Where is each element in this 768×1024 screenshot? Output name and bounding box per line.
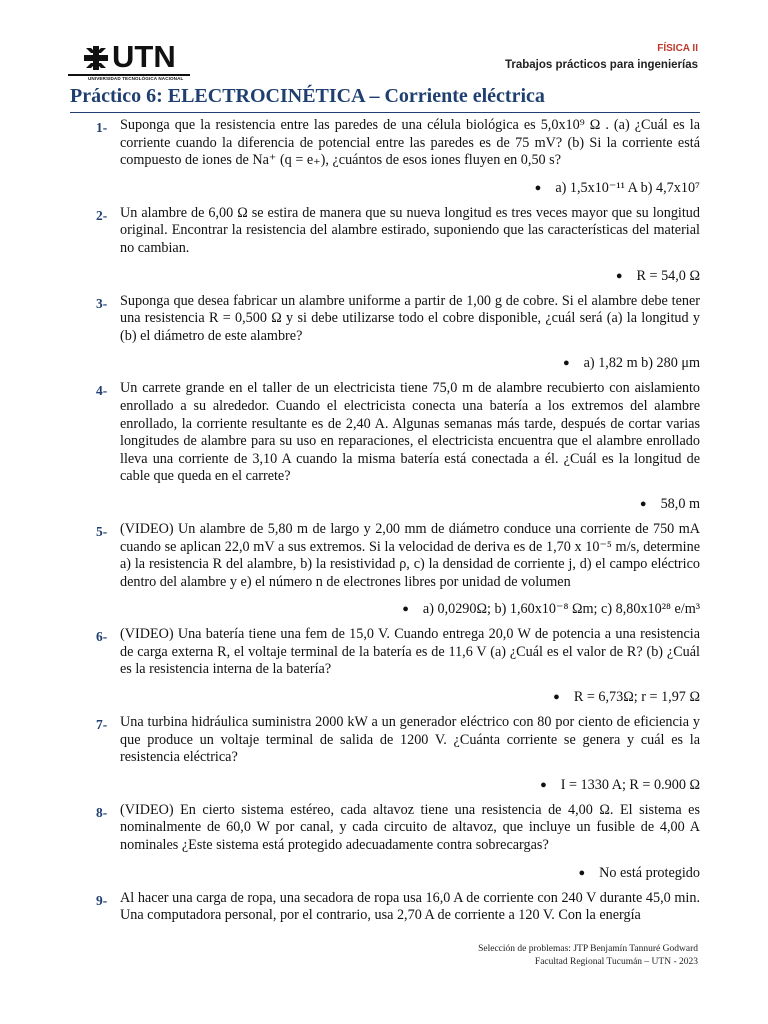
bullet-icon: ● (553, 691, 560, 704)
problem-number: 6- (96, 629, 108, 645)
bullet-icon: ● (615, 269, 623, 282)
utn-emblem-icon (82, 44, 110, 72)
answer-text: a) 0,0290Ω; b) 1,60x10⁻⁸ Ωm; c) 8,80x10²⁸ e/m³ (422, 601, 700, 618)
problem-number: 4- (96, 383, 108, 399)
problem-text: (VIDEO) En cierto sistema estéreo, cada altavoz tiene una resistencia de 4,00 Ω. El sistema es nominalmente de 60,0 W por canal, y cada circuito de altavoz, que incluye un fusible de 4,00 A nominales ¿Este sistema está protegido adecuadamente contra sobrecargas? (120, 801, 700, 854)
bullet-icon: ● (540, 778, 547, 791)
problem-text: Suponga que la resistencia entre las paredes de una célula biológica es 5,0x10⁹ Ω . (a) ¿Cuál es la corriente cuando la diferencia de potencial entre las paredes es de 75 mV? (b) Si la corriente está compuesto de iones de Na⁺ (q = e₊), ¿cuántos de esos iones fluyen en 0,50 s? (120, 117, 700, 169)
problem-text: (VIDEO) Una batería tiene una fem de 15,0 V. Cuando entrega 20,0 W de potencia a una resistencia de carga externa R, el voltaje terminal de la batería es de 11,6 V (a) ¿Cuál es el valor de R? (b) ¿Cuál es la resistencia interna de la batería? (120, 626, 700, 678)
page-footer (478, 943, 698, 969)
problem-answer (70, 600, 700, 618)
answer-text: R = 6,73Ω; r = 1,97 Ω (573, 689, 700, 706)
bullet-icon: ● (534, 181, 542, 194)
problem-number: 1- (96, 120, 108, 135)
problem-number: 7- (96, 717, 108, 733)
problem-item (70, 380, 700, 513)
page-title: Práctico 6: ELECTROCINÉTICA – Corriente eléctrica (70, 85, 700, 113)
bullet-icon: ● (402, 603, 409, 616)
problem-number: 3- (96, 295, 108, 311)
problem-answer (70, 776, 700, 794)
problem-text: Al hacer una carga de ropa, una secadora de ropa usa 16,0 A de corriente con 240 V durante 45,0 min. Una computadora personal, por el contrario, usa 2,70 A de corriente a 120 V. Con la energía (120, 889, 700, 924)
problem-text: Una turbina hidráulica suministra 2000 kW a un generador eléctrico con 80 por ciento de eficiencia y que produce un voltaje terminal de salida de 1200 V. ¿Cuánta corriente se genera y cuál es la resistencia eléctrica? (120, 714, 700, 766)
problem-item (70, 117, 700, 197)
answer-text: I = 1330 A; R = 0.900 Ω (560, 776, 700, 793)
problem-answer (70, 267, 700, 285)
problem-item (70, 293, 700, 373)
bullet-icon: ● (639, 497, 647, 510)
problem-list (70, 117, 700, 933)
problem-item (70, 802, 700, 882)
problem-item (70, 521, 700, 618)
course-name: FÍSICA II (657, 43, 698, 54)
bullet-icon: ● (562, 357, 570, 370)
answer-text: R = 54,0 Ω (636, 267, 700, 284)
problem-text: Suponga que desea fabricar un alambre uniforme a partir de 1,00 g de cobre. Si el alambre debe tener una resistencia R = 0,500 Ω y si debe utilizarse todo el cobre disponible, ¿cuál será (a) la longitud y (b) el diámetro de este alambre? (120, 292, 700, 344)
problem-number: 9- (96, 892, 108, 908)
problem-number: 5- (96, 523, 108, 539)
answer-text: 58,0 m (660, 495, 700, 512)
answer-text: No está protegido (599, 864, 700, 881)
logo-wordmark: UTN (112, 39, 176, 74)
problem-item (70, 205, 700, 285)
answer-text: a) 1,5x10⁻¹¹ A b) 4,7x10⁷ (555, 179, 700, 196)
answer-text: a) 1,82 m b) 280 μm (583, 355, 700, 372)
course-subtitle: Trabajos prácticos para ingenierías (504, 59, 698, 71)
problem-text: Un carrete grande en el taller de un electricista tiene 75,0 m de alambre recubierto con aislamiento enrollado a su alrededor. Cuando el electricista conecta una batería a los extremos del alambre enrollado, la corriente resultante es de 2,40 A. Algunas semanas más tarde, después de cortar varias longitudes de alambre para su uso en reparaciones, el electricista encuentra que el alambre enrollado lleva una corriente de 3,10 A cuando la misma batería está conectada a él. ¿Cuál es la longitud de cable que queda en el carrete? (120, 380, 700, 485)
logo-subtitle: UNIVERSIDAD TECNOLÓGICA NACIONAL (88, 76, 184, 81)
problem-item (70, 890, 700, 925)
problem-answer (70, 179, 700, 197)
problem-item (70, 714, 700, 794)
problem-answer (70, 688, 700, 706)
problem-text: Un alambre de 6,00 Ω se estira de manera que su nueva longitud es tres veces mayor que su longitud original. Encontrar la resistencia del alambre estirado, suponiendo que las características del material no cambian. (120, 204, 700, 256)
footer-institution: Facultad Regional Tucumán – UTN - 2023 (534, 957, 698, 967)
problem-answer (70, 354, 700, 372)
problem-number: 8- (96, 804, 108, 820)
footer-credits: Selección de problemas: JTP Benjamín Tannuré Godward (478, 944, 698, 954)
problem-answer (70, 495, 700, 513)
problem-answer (70, 864, 700, 882)
problem-item (70, 626, 700, 706)
bullet-icon: ● (578, 866, 586, 879)
problem-text: (VIDEO) Un alambre de 5,80 m de largo y 2,00 mm de diámetro conduce una corriente de 750 mA cuando se aplican 22,0 mV a sus extremos. Si la velocidad de deriva es de 1,70 x 10⁻⁵ m/s, determine a) la resistencia R del alambre, b) la resistividad ρ, c) la densidad de corriente j, d) el campo eléctrico dentro del alambre y e) el número n de electrones libres por unidad de volumen (120, 520, 700, 590)
problem-number: 2- (96, 207, 108, 223)
utn-logo (68, 39, 190, 84)
